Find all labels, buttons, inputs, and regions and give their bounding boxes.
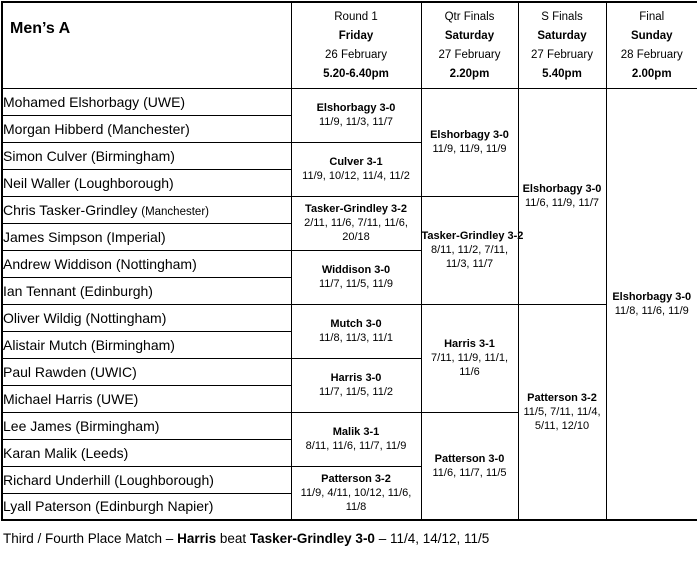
qtr-finals-day: Saturday	[444, 29, 495, 42]
player-cell	[2, 331, 291, 358]
page-title: Men’s A	[10, 20, 71, 37]
player-club: (Edinburgh Napier)	[95, 498, 214, 515]
player-cell	[2, 466, 291, 493]
match-winner: Widdison 3-0	[321, 264, 391, 276]
match-scores: 7/11, 11/9, 11/1, 11/6	[430, 352, 509, 378]
player-cell	[2, 196, 291, 223]
round1-result	[291, 412, 421, 466]
player-name: Mohamed Elshorbagy	[3, 93, 140, 110]
player-club: (Birmingham)	[90, 336, 175, 353]
qtr-finals-date: 27 February	[438, 48, 501, 61]
player-cell	[2, 385, 291, 412]
table-row	[2, 304, 697, 331]
match-winner: Elshorbagy 3-0	[522, 183, 602, 195]
player-cell	[2, 412, 291, 439]
s-finals-date: 27 February	[530, 48, 593, 61]
player-cell	[2, 277, 291, 304]
player-club: (Birmingham)	[90, 147, 175, 164]
player-club: (Birmingham)	[75, 417, 160, 434]
header-qtr-finals	[421, 2, 518, 88]
round1-time: 5.20-6.40pm	[323, 67, 389, 80]
match-scores: 11/7, 11/5, 11/2	[318, 386, 393, 398]
match-winner: Elshorbagy 3-0	[612, 290, 692, 303]
third-place-note	[3, 531, 697, 546]
player-cell	[2, 115, 291, 142]
round1-result	[291, 250, 421, 304]
match-winner: Harris 3-0	[330, 372, 382, 384]
semi-final-result	[518, 304, 606, 520]
match-winner: Mutch 3-0	[330, 318, 382, 330]
s-finals-label: S Finals	[541, 10, 583, 23]
final-time: 2.00pm	[631, 67, 672, 80]
player-club: (Nottingham)	[115, 255, 197, 272]
player-club: (Loughborough)	[74, 174, 174, 191]
player-name: Andrew Widdison	[3, 255, 112, 272]
s-finals-time: 5.40pm	[542, 67, 582, 80]
player-name: James Simpson	[3, 228, 103, 245]
match-scores: 11/8, 11/6, 11/9	[614, 304, 689, 317]
match-winner: Elshorbagy 3-0	[430, 129, 509, 141]
match-scores: 11/5, 7/11, 11/4, 5/11, 12/10	[523, 405, 601, 432]
final-day: Sunday	[630, 29, 673, 42]
match-scores: 11/8, 11/3, 11/1	[318, 332, 393, 344]
qtr-final-result	[421, 88, 518, 196]
header-row	[2, 2, 697, 88]
qtr-final-result	[421, 196, 524, 304]
semi-final-result	[518, 88, 606, 304]
final-date: 28 February	[620, 48, 683, 61]
player-name: Chris Tasker-Grindley	[3, 201, 138, 218]
player-club: (Loughborough)	[114, 471, 214, 488]
third-place-result: Tasker-Grindley 3-0	[249, 531, 375, 546]
player-club: (Manchester)	[141, 205, 209, 218]
qtr-finals-label: Qtr Finals	[444, 10, 495, 23]
player-name: Simon Culver	[3, 147, 88, 164]
match-scores: 11/6, 11/9, 11/7	[524, 197, 599, 209]
match-winner: Tasker-Grindley 3-2	[305, 203, 407, 215]
player-cell	[2, 250, 291, 277]
third-place-mid: beat	[216, 531, 250, 546]
player-name: Michael Harris	[3, 390, 93, 407]
match-scores: 11/6, 11/7, 11/5	[432, 466, 507, 479]
qtr-finals-time: 2.20pm	[449, 67, 490, 80]
round1-day: Friday	[338, 29, 374, 42]
match-winner: Patterson 3-0	[434, 452, 505, 465]
player-name: Karan Malik	[3, 444, 77, 461]
round1-date: 26 February	[324, 48, 387, 61]
player-club: (Leeds)	[80, 444, 129, 461]
match-scores: 11/7, 11/5, 11/9	[318, 278, 393, 290]
player-name: Morgan Hibberd	[3, 120, 104, 137]
match-winner: Patterson 3-2	[527, 391, 597, 404]
match-winner: Tasker-Grindley 3-2	[421, 230, 524, 242]
player-club: (Manchester)	[107, 120, 190, 137]
player-club: (Imperial)	[106, 228, 166, 245]
third-place-winner: Harris	[177, 531, 217, 546]
player-name: Lyall Paterson	[3, 498, 92, 515]
header-final	[606, 2, 697, 88]
player-name: Ian Tennant	[3, 282, 76, 299]
match-scores: 8/11, 11/2, 7/11, 11/3, 11/7	[430, 244, 509, 270]
header-round1	[291, 2, 421, 88]
bracket-title-cell	[2, 2, 291, 88]
round1-result	[291, 358, 421, 412]
s-finals-day: Saturday	[537, 29, 587, 42]
player-name: Lee James	[3, 417, 72, 434]
player-name: Neil Waller	[3, 174, 71, 191]
match-scores: 11/9, 11/9, 11/9	[432, 143, 507, 155]
player-name: Richard Underhill	[3, 471, 111, 488]
match-scores: 11/9, 4/11, 10/12, 11/6, 11/8	[300, 486, 412, 513]
player-cell	[2, 169, 291, 196]
round1-result	[291, 466, 421, 520]
tournament-bracket-table	[1, 1, 697, 521]
final-label: Final	[639, 10, 665, 23]
player-cell	[2, 304, 291, 331]
match-winner: Malik 3-1	[332, 426, 380, 438]
player-club: (UWE)	[96, 390, 139, 407]
third-place-scores: – 11/4, 14/12, 11/5	[374, 531, 490, 546]
match-scores: 2/11, 11/6, 7/11, 11/6, 20/18	[304, 217, 408, 243]
player-club: (UWE)	[143, 93, 186, 110]
table-row	[2, 88, 697, 115]
player-cell	[2, 358, 291, 385]
player-cell	[2, 439, 291, 466]
player-club: (UWIC)	[90, 363, 137, 380]
round1-result	[291, 88, 421, 142]
qtr-final-result	[421, 304, 518, 412]
match-scores: 11/9, 10/12, 11/4, 11/2	[302, 170, 410, 182]
match-winner: Patterson 3-2	[321, 472, 391, 485]
player-club: (Edinburgh)	[79, 282, 153, 299]
round1-result	[291, 304, 421, 358]
player-name: Oliver Wildig	[3, 309, 82, 326]
match-winner: Elshorbagy 3-0	[316, 102, 396, 114]
player-cell	[2, 493, 291, 520]
qtr-final-result	[421, 412, 518, 520]
round1-result	[291, 142, 421, 196]
round1-result	[291, 196, 421, 250]
player-cell	[2, 142, 291, 169]
player-cell	[2, 223, 291, 250]
header-s-finals	[518, 2, 606, 88]
player-cell	[2, 88, 291, 115]
match-scores: 11/9, 11/3, 11/7	[318, 116, 393, 128]
player-name: Paul Rawden	[3, 363, 87, 380]
match-winner: Harris 3-1	[444, 338, 495, 350]
round1-label: Round 1	[334, 10, 378, 23]
final-result	[606, 88, 697, 520]
match-scores: 8/11, 11/6, 11/7, 11/9	[305, 440, 407, 452]
player-club: (Nottingham)	[85, 309, 167, 326]
third-place-prefix: Third / Fourth Place Match –	[3, 531, 178, 546]
player-name: Alistair Mutch	[3, 336, 88, 353]
match-winner: Culver 3-1	[329, 156, 383, 168]
